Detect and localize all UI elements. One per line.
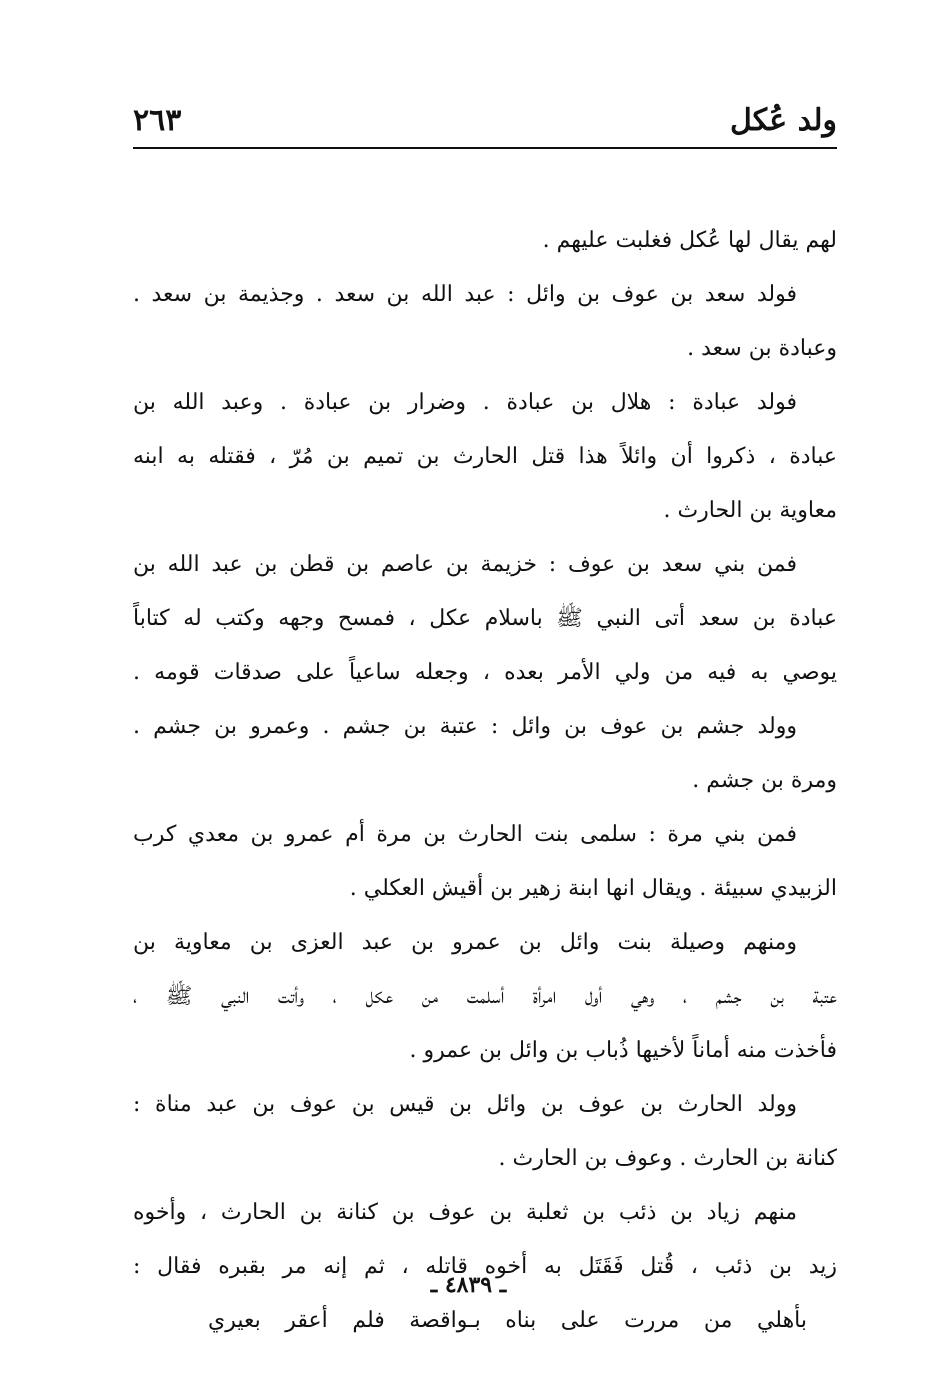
body-text [133,214,837,1348]
text-line: عبادة ، ذكروا أن وائلاً هذا قتل الحارث بن تميم بن مُرّ ، فقتله به ابنه [133,444,837,469]
chapter-title: ولد عُكل [729,103,837,138]
text-line: وولد الحارث بن عوف بن وائل بن قيس بن عوف بن عبد مناة : [133,1092,797,1117]
header-rule [133,147,837,149]
text-line: فمن بني سعد بن عوف : خزيمة بن عاصم بن قطن بن عبد الله بن [133,552,797,577]
text-line: فأخذت منه أماناً لأخيها ذُباب بن وائل بن عمرو . [409,1038,837,1063]
text-line: ومنهم وصيلة بنت وائل بن عمرو بن عبد العزى بن معاوية بن [133,930,797,955]
text-line: منهم زياد بن ذئب بن ثعلبة بن عوف بن كنانة بن الحارث ، وأخوه [133,1200,797,1225]
footer-page-number: ـ ٤٨٣٩ ـ [430,1272,507,1298]
text-line: ومرة بن جشم . [692,768,837,793]
text-line: عبادة بن سعد أتى النبي ﷺ باسلام عكل ، فمسح وجهه وكتب له كتاباً [133,606,837,631]
text-line: يوصي به فيه من ولي الأمر بعده ، وجعله ساعياً على صدقات قومه . [133,660,837,685]
poem-verse: بأهلي من مررت على بناه بـواقصة فلم أعقر بعيري [208,1308,807,1333]
text-line: زيد بن ذئب ، قُتل فَقَتَل به أخوه قاتله ، ثم إنه مر بقبره فقال : [133,1254,837,1279]
text-line: فولد عبادة : هلال بن عبادة . وضرار بن عبادة . وعبد الله بن [133,390,797,415]
text-line: فولد سعد بن عوف بن وائل : عبد الله بن سعد . وجذيمة بن سعد . [133,282,797,307]
text-line: عتبة بن جشم ، وهي أول امرأة أسلمت من عكل ، وأتت النبي ﷺ ، [133,984,837,1009]
text-line: معاوية بن الحارث . [663,498,837,523]
text-line: كنانة بن الحارث . وعوف بن الحارث . [498,1146,837,1171]
text-line: فمن بني مرة : سلمى بنت الحارث بن مرة أم عمرو بن معدي كرب [133,822,797,847]
text-line: الزبيدي سبيئة . ويقال انها ابنة زهير بن أقيش العكلي . [349,876,837,901]
text-line: وعبادة بن سعد . [687,336,837,361]
running-header [133,96,837,146]
text-line: لهم يقال لها عُكل فغلبت عليهم . [542,228,837,253]
text-line: وولد جشم بن عوف بن وائل : عتبة بن جشم . وعمرو بن جشم . [133,714,797,739]
header-page-number: ٢٦٣ [133,103,182,138]
